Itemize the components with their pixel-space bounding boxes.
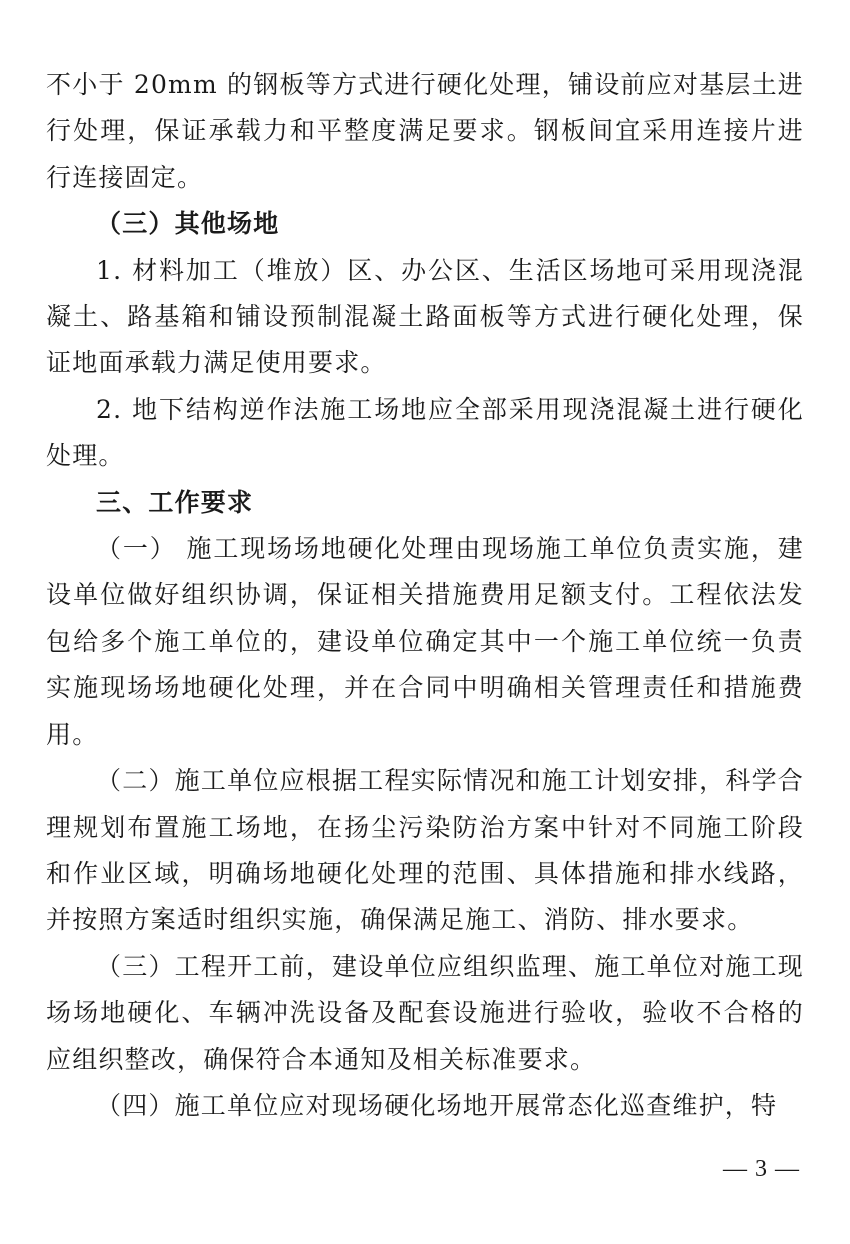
paragraph-requirement-2: （二）施工单位应根据工程实际情况和施工计划安排，科学合理规划布置施工场地，在扬尘污染防治方案中针对不同施工阶段和作业区域，明确场地硬化处理的范围、具体措施和排水线路，并按照方案适时组织实施，确保满足施工、消防、排水要求。 bbox=[46, 766, 804, 935]
paragraph-item-1: 1. 材料加工（堆放）区、办公区、生活区场地可采用现浇混凝土、路基箱和铺设预制混凝土路面板等方式进行硬化处理，保证地面承载力满足使用要求。 bbox=[46, 255, 804, 378]
page-number: — 3 — bbox=[723, 1156, 800, 1182]
subheading-other-sites: （三）其他场地 bbox=[96, 209, 280, 239]
document-body bbox=[46, 62, 804, 1129]
section-heading-work-requirements: 三、工作要求 bbox=[96, 487, 254, 517]
paragraph-requirement-3: （三）工程开工前，建设单位应组织监理、施工单位对施工现场场地硬化、车辆冲洗设备及配套设施进行验收，验收不合格的应组织整改，确保符合本通知及相关标准要求。 bbox=[46, 951, 804, 1074]
paragraph-item-2: 2. 地下结构逆作法施工场地应全部采用现浇混凝土进行硬化处理。 bbox=[46, 394, 804, 471]
paragraph-continuation: 不小于 20mm 的钢板等方式进行硬化处理，铺设前应对基层土进行处理，保证承载力和平整度满足要求。钢板间宜采用连接片进行连接固定。 bbox=[46, 70, 804, 192]
paragraph-requirement-4: （四）施工单位应对现场硬化场地开展常态化巡查维护，特 bbox=[96, 1090, 778, 1120]
paragraph-requirement-1: （一） 施工现场场地硬化处理由现场施工单位负责实施，建设单位做好组织协调，保证相关措施费用足额支付。工程依法发包给多个施工单位的，建设单位确定其中一个施工单位统一负责实施现场场地硬化处理，并在合同中明确相关管理责任和措施费用。 bbox=[46, 534, 804, 749]
